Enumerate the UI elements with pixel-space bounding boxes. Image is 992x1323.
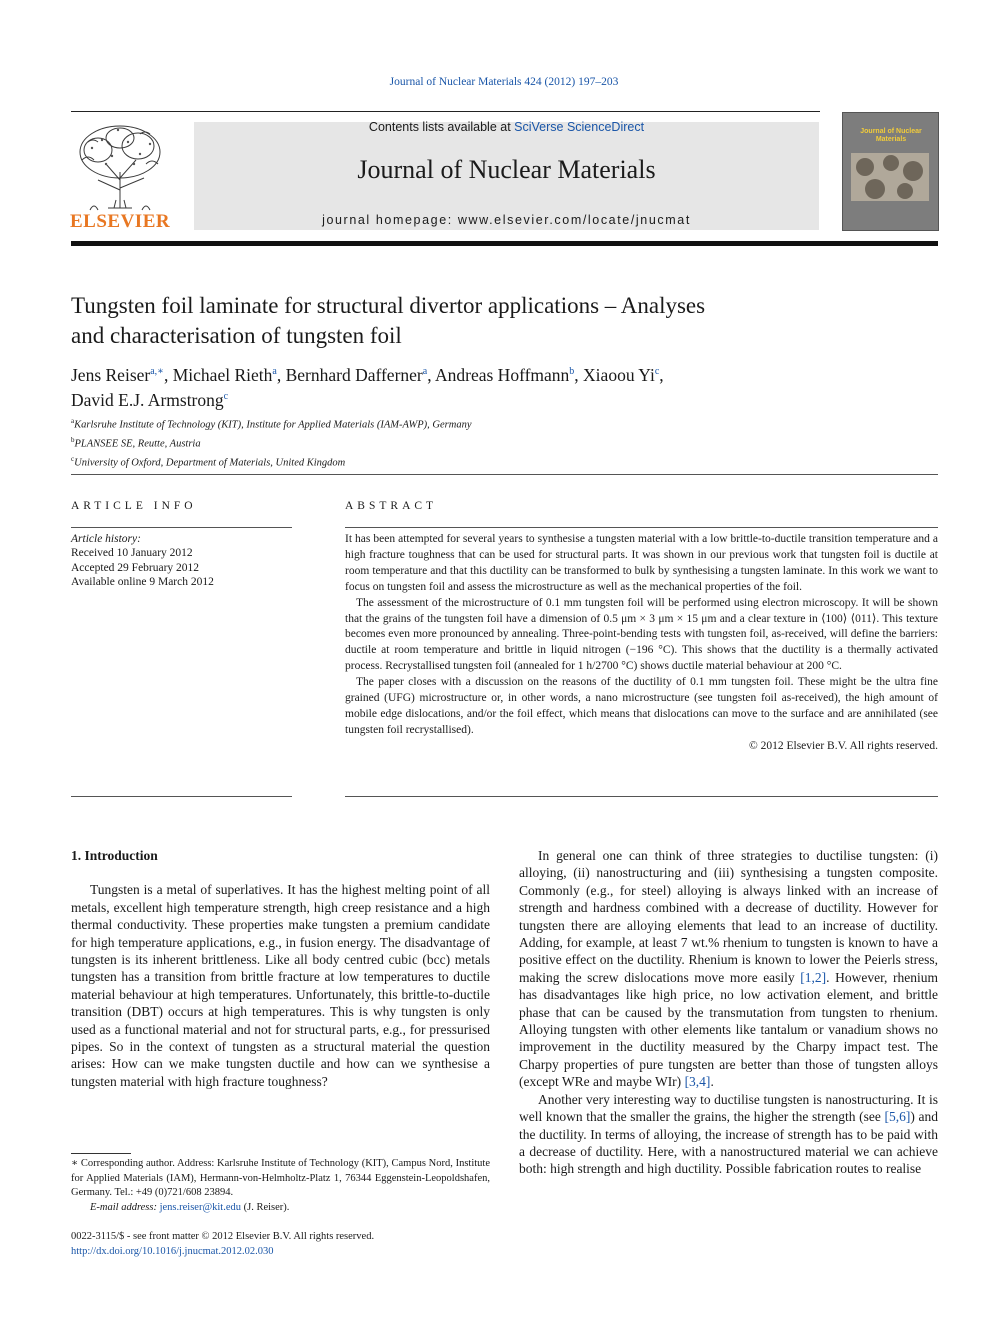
accepted-date: Accepted 29 February 2012 [71, 561, 200, 574]
affiliation-marker: a [71, 417, 75, 425]
body-paragraph [519, 1091, 938, 1178]
article-title [71, 291, 931, 351]
contents-prefix: Contents lists available at [368, 120, 515, 134]
citation-link[interactable]: [3,4] [684, 1074, 711, 1090]
abstract-paragraph: The assessment of the microstructure of 0.1 mm tungsten foil will be performed using electron microscopy. It will be shown that the grains of the tungsten foil have a dimension of 0.5 μm × 3 μm × 15 μm and a clear texture in ⟨100⟩ ⟨011⟩. This texture becomes even more pronounced by annealing. Three-point-bending tests with tungsten foil, as-received, will define the barriers: ductile at room temperature and brittle in liquid nitrogen (−196 °C). This shows that the ductility is a thermally activated process. Recrystallised tungsten foil (annealed for 1 h/2700 °C) shows ductile material behaviour at 200 °C. [345, 596, 938, 673]
author-affiliation-marker[interactable]: c [654, 366, 660, 377]
author-name: Michael Rieth [172, 364, 273, 385]
contents-line [194, 120, 819, 134]
body-right-column [519, 847, 938, 1178]
elsevier-wordmark: ELSEVIER [70, 211, 171, 232]
author-name: Bernhard Dafferner [285, 364, 423, 385]
author-name: Xiaoou Yi [583, 364, 655, 385]
author-affiliation-marker[interactable]: a [272, 366, 277, 377]
received-date: Received 10 January 2012 [71, 547, 193, 560]
abstract-paragraph: The paper closes with a discussion on the reasons of the ductility of 0.1 mm tungsten foil. These might be the ultra fine grained (UFG) microstructure or, in other words, a nano microstructure (see tungsten foil as-received), the high amount of mobile edge dislocations, and/or the foil effect, which means that dislocations can move to the surface and are annihilated (see tungsten foil recrystallised). [345, 676, 938, 736]
affiliation-rule [71, 474, 938, 475]
online-date: Available online 9 March 2012 [71, 576, 214, 589]
article-info-rule-top [71, 527, 292, 528]
section-heading-introduction: 1. Introduction [71, 848, 158, 863]
citation-link[interactable]: [5,6] [884, 1109, 911, 1125]
email-label: E-mail address: [90, 1202, 160, 1213]
journal-reference[interactable]: Journal of Nuclear Materials 424 (2012) 197–203 [389, 76, 619, 88]
author-affiliation-marker[interactable]: c [223, 390, 229, 402]
header-rule [71, 111, 820, 112]
journal-name: Journal of Nuclear Materials [357, 155, 656, 184]
affiliation [71, 433, 931, 452]
header-thick-rule [71, 241, 938, 246]
journal-cover-thumbnail [842, 112, 939, 231]
citation-link[interactable]: [1,2] [800, 969, 827, 985]
paragraph-text: In general one can think of three strategies to ductilise tungsten: (i) alloying, (ii) nanostructuring and (iii) synthesising a tungsten composite. Commonly (e.g., for steel) alloying is always linked with an increase of strength and hardness combined with a decrease of ductility. However for tungsten there are alloying elements that lead to an increase of ductility. Adding, for example, at least 7 wt.% rhenium to tungsten is known to have a positive effect on the ductility. Rhenium is known to lower the Peierls stress, making the screw dislocations move more easily [519, 848, 938, 985]
journal-homepage[interactable]: journal homepage: www.elsevier.com/locate/jnucmat [322, 213, 691, 227]
paragraph-text: ) and the ductility. In terms of alloying, the increase of strength has to be paid with a decrease of ductility. Here, with a nanostructured material we can achieve both: high strength and high ductility. Possible fabrication routes to realise [519, 1109, 938, 1177]
email-footnote [71, 1201, 490, 1216]
abstract-rule-top [345, 527, 938, 528]
article-history [71, 532, 292, 590]
sciencedirect-link[interactable]: SciVerse ScienceDirect [514, 120, 645, 134]
abstract-heading: ABSTRACT [345, 500, 438, 512]
issn-line: 0022-3115/$ - see front matter © 2012 Elsevier B.V. All rights reserved. [71, 1231, 375, 1242]
history-label: Article history: [71, 533, 141, 545]
cover-micrograph-image [851, 153, 929, 201]
email-suffix: (J. Reiser). [241, 1202, 290, 1213]
body-left-column [71, 847, 490, 1090]
article-info-rule-bottom [71, 796, 292, 797]
author-name: Jens Reiser [71, 364, 151, 385]
author-affiliation-marker[interactable]: a,∗ [150, 366, 164, 377]
body-paragraph [519, 847, 938, 1091]
footnote-rule [71, 1153, 131, 1154]
cover-title: Journal of Nuclear Materials [860, 128, 922, 143]
affiliation-text: Karlsruhe Institute of Technology (KIT), Institute for Applied Materials (IAM-AWP), Germany [74, 419, 472, 431]
doi-link[interactable]: http://dx.doi.org/10.1016/j.jnucmat.2012.02.030 [71, 1245, 274, 1257]
author-name: Andreas Hoffmann [435, 364, 570, 385]
affiliation [71, 452, 931, 471]
affiliations [71, 414, 931, 471]
title-line-1: Tungsten foil laminate for structural divertor applications – Analyses [71, 293, 706, 318]
author-affiliation-marker[interactable]: b [569, 366, 575, 377]
paragraph-text: Another very interesting way to ductilise tungsten is nanostructuring. It is well known that the smaller the grains, the higher the strength (see [519, 1091, 938, 1125]
abstract-paragraph: It has been attempted for several years to synthesise a tungsten material with a low brittle-to-ductile transition temperature and a high fracture toughness that can be used for structural parts. It was shown in our previous work that tungsten foil is ductile at room temperature and that this ductility can be transformed to bulk by synthesising a tungsten laminate. In this work we want to focus on tungsten foil and assess the microstructure as well as the mechanical properties of the foil. [345, 533, 938, 593]
abstract-rule-bottom [345, 796, 938, 797]
corresponding-author-footnote: ∗ Corresponding author. Address: Karlsruhe Institute of Technology (KIT), Campus Nord, Institute for Applied Materials (IAM), Hermann-von-Helmholtz-Platz 1, 76344 Eggenstein-Leopoldshafen, Germany. Tel.: +49 (0)721/608 23894. [71, 1158, 490, 1199]
author-name: David E.J. Armstrong [71, 389, 224, 410]
body-paragraph: Tungsten is a metal of superlatives. It has the highest melting point of all metals, excellent high temperature strength, high creep resistance and a high thermal conductivity. These properties make tungsten a premium candidate for high temperature applications, e.g., in fusion energy. The disadvantage of tungsten is its inherent brittleness. Like all body centred cubic (bcc) metals tungsten has a transition from brittle fracture at low temperatures to ductile material behaviour at high temperatures. Unfortunately, this brittle-to-ductile transition (DBT) occurs at high temperatures. This is why tungsten is only used as a functional material and not for structural parts, e.g., for pressurised pipes. So in the context of tungsten as a structural material the question arises: How can we make tungsten ductile and how can we synthesise a tungsten material with high fracture toughness? [71, 882, 490, 1089]
affiliation-marker: c [71, 455, 75, 464]
issn-block [71, 1230, 490, 1259]
affiliation [71, 414, 931, 433]
title-line-2: and characterisation of tungsten foil [71, 323, 402, 348]
copyright-notice: © 2012 Elsevier B.V. All rights reserved. [749, 739, 938, 752]
abstract-body [345, 532, 938, 755]
paragraph-text: . [710, 1074, 714, 1090]
author-list: Jens Reiser$^{a,∗}$, Michael Rieth$^a$, Bernhard Dafferner$^a$, Andreas Hoffmann$^b$, Xiaoou Yi$^c$, David E.J. Armstrong$^c$ [71, 364, 664, 410]
article-info-heading: ARTICLE INFO [71, 500, 197, 512]
paragraph-text: . However, rhenium has disadvantages like high price, no low activation element, and brittle phase that can be caused by the transmutation from tungsten to rhenium. Alloying tungsten with other elements like tantalum or vanadium shows no improvement in the ductility measured by the Charpy impact test. The Charpy properties of pure tungsten are better than those of tungsten alloys (except WRe and maybe WIr) [519, 969, 938, 1090]
author-affiliation-marker[interactable]: a [422, 366, 428, 377]
affiliation-text: PLANSEE SE, Reutte, Austria [74, 438, 201, 450]
affiliation-text: University of Oxford, Department of Materials, United Kingdom [74, 457, 346, 469]
author-email-link[interactable]: jens.reiser@kit.edu [159, 1202, 242, 1213]
affiliation-marker: b [71, 436, 75, 445]
